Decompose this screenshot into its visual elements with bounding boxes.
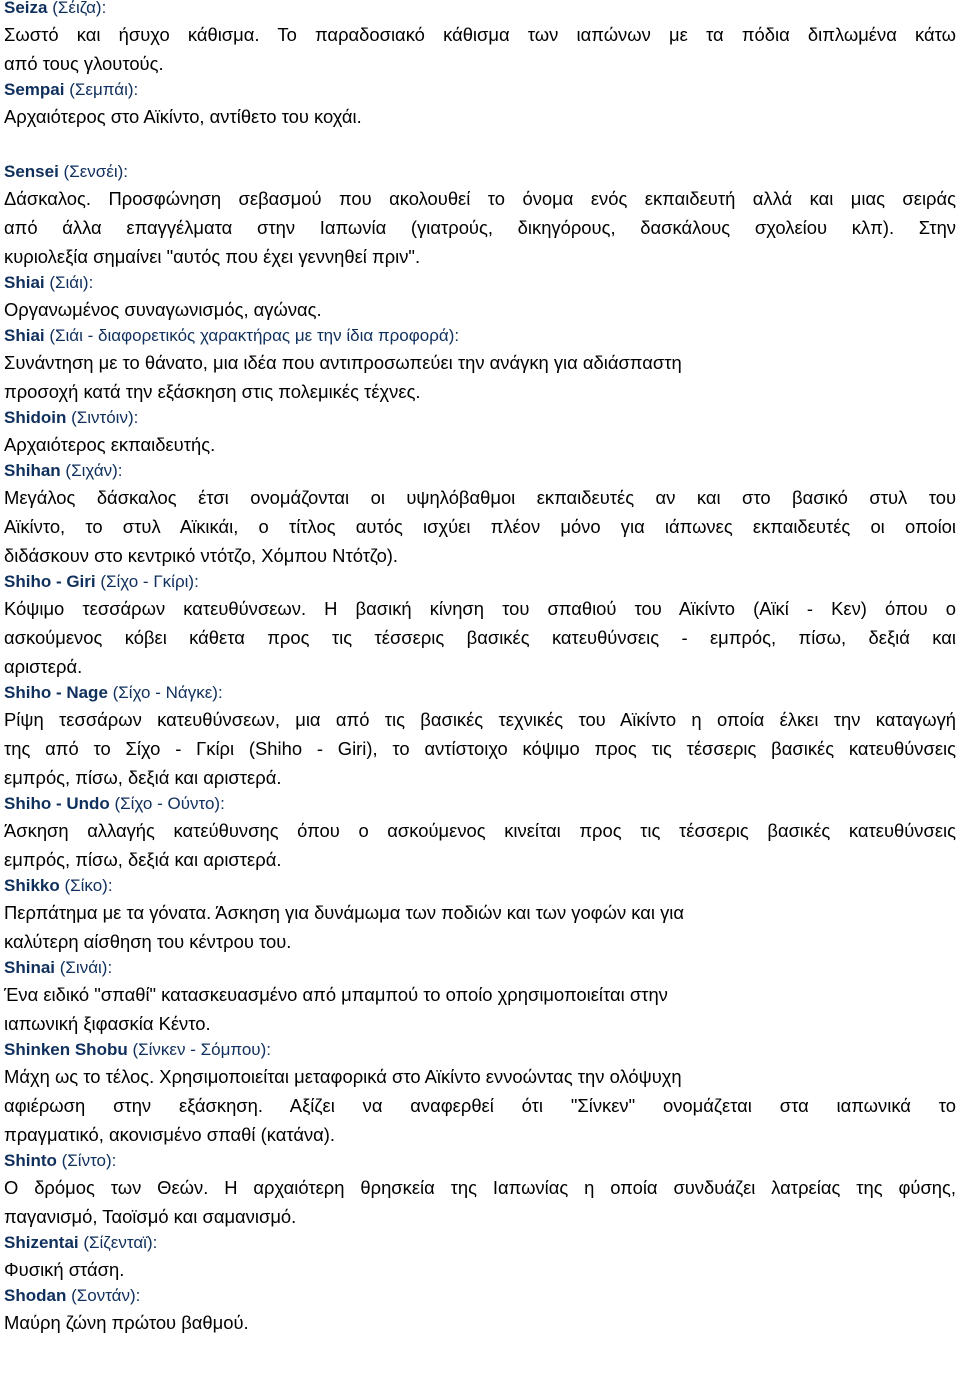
- term-greek: (Σίζενταϊ):: [83, 1233, 158, 1252]
- term-heading: [4, 271, 956, 295]
- definition: [4, 102, 956, 131]
- definition: [4, 20, 956, 78]
- definition-line: Σωστό και ήσυχο κάθισμα. Το παραδοσιακό κάθισμα των ιαπώνων με τα πόδια διπλωμένα κάτω: [4, 24, 956, 45]
- entry-seiza: [4, 0, 956, 78]
- term-greek: (Σέιζα):: [52, 0, 107, 17]
- term-heading: [4, 160, 956, 184]
- definition-line: Αρχαιότερος εκπαιδευτής.: [4, 434, 216, 455]
- definition: [4, 980, 956, 1038]
- term-heading: [4, 0, 956, 20]
- definition: [4, 430, 956, 459]
- definition: [4, 1173, 956, 1231]
- term-heading: [4, 1284, 956, 1308]
- definition-line: Κόψιμο τεσσάρων κατευθύνσεων. Η βασική κίνηση του σπαθιού του Αϊκίντο (Αϊκί - Κεν) όπου ο: [4, 598, 956, 619]
- term-greek: (Σίντο):: [61, 1151, 117, 1170]
- term-heading: [4, 406, 956, 430]
- entry-shinken-shobu: [4, 1038, 956, 1149]
- definition-line: Αϊκίντο, το στυλ Αϊκικάι, ο τίτλος αυτός ισχύει πλέον μόνο για ιάπωνες εκπαιδευτές οι οποίοι: [4, 516, 956, 537]
- entry-shiho-giri: [4, 570, 956, 681]
- term-greek: (Σιάι - διαφορετικός χαρακτήρας με την ίδια προφορά):: [49, 326, 460, 345]
- term-heading: [4, 792, 956, 816]
- definition-line: παγανισμό, Ταοϊσμό και σαμανισμό.: [4, 1206, 297, 1227]
- term-greek: (Σίχο - Γκίρι):: [100, 572, 199, 591]
- definition: [4, 594, 956, 681]
- definition-line: Συνάντηση με το θάνατο, μια ιδέα που αντιπροσωπεύει την ανάγκη για αδιάσπαστη: [4, 352, 682, 373]
- definition-line: Φυσική στάση.: [4, 1259, 125, 1280]
- blank-line: [4, 131, 956, 160]
- entry-shiai-2: [4, 324, 956, 406]
- definition-line: Ένα ειδικό "σπαθί" κατασκευασμένο από μπαμπού το οποίο χρησιμοποιείται στην: [4, 984, 668, 1005]
- definition: [4, 483, 956, 570]
- term-romaji: Shiho - Undo: [4, 794, 110, 813]
- definition: [4, 348, 956, 406]
- entry-shinto: [4, 1149, 956, 1231]
- definition-line: κυριολεξία σημαίνει "αυτός που έχει γεννηθεί πριν".: [4, 246, 421, 267]
- definition-line: ασκούμενος κόβει κάθετα προς τις τέσσερις βασικές κατευθύνσεις - εμπρός, πίσω, δεξιά και: [4, 627, 956, 648]
- term-heading: [4, 570, 956, 594]
- entry-shodan: [4, 1284, 956, 1337]
- entry-sensei: [4, 160, 956, 271]
- definition-line: Δάσκαλος. Προσφώνηση σεβασμού που ακολουθεί το όνομα ενός εκπαιδευτή αλλά και μιας σειράς: [4, 188, 956, 209]
- entry-shinai: [4, 956, 956, 1038]
- definition: [4, 816, 956, 874]
- definition-line: Μεγάλος δάσκαλος έτσι ονομάζονται οι υψηλόβαθμοι εκπαιδευτές αν και στο βασικό στυλ του: [4, 487, 956, 508]
- term-greek: (Σεμπάι):: [69, 80, 139, 99]
- term-romaji: Shiai: [4, 326, 45, 345]
- term-greek: (Σινάι):: [59, 958, 113, 977]
- definition-line: από άλλα επαγγέλματα στην Ιαπωνία (γιατρούς, δικηγόρους, δασκάλους σχολείου κλπ). Στην: [4, 217, 956, 238]
- term-romaji: Shiho - Giri: [4, 572, 96, 591]
- definition-line: εμπρός, πίσω, δεξιά και αριστερά.: [4, 849, 282, 870]
- definition: [4, 1062, 956, 1149]
- definition: [4, 898, 956, 956]
- entry-shikko: [4, 874, 956, 956]
- term-greek: (Σιντόιν):: [71, 408, 139, 427]
- term-greek: (Σίνκεν - Σόμπου):: [132, 1040, 271, 1059]
- term-romaji: Shinto: [4, 1151, 57, 1170]
- term-greek: (Σίχο - Νάγκε):: [112, 683, 223, 702]
- term-greek: (Σιχάν):: [65, 461, 123, 480]
- definition-line: προσοχή κατά την εξάσκηση στις πολεμικές τέχνες.: [4, 381, 421, 402]
- term-heading: [4, 1038, 956, 1062]
- entry-shiai: [4, 271, 956, 324]
- definition-line: Άσκηση αλλαγής κατεύθυνσης όπου ο ασκούμενος κινείται προς τις τέσσερις βασικές κατευθύνσεις: [4, 820, 956, 841]
- term-heading: [4, 324, 956, 348]
- definition-line: Μαύρη ζώνη πρώτου βαθμού.: [4, 1312, 249, 1333]
- definition: [4, 295, 956, 324]
- entry-sempai: [4, 78, 956, 131]
- term-romaji: Sempai: [4, 80, 65, 99]
- term-heading: [4, 956, 956, 980]
- term-heading: [4, 1231, 956, 1255]
- term-romaji: Shidoin: [4, 408, 67, 427]
- definition-line: Μάχη ως το τέλος. Χρησιμοποιείται μεταφορικά στο Αϊκίντο εννοώντας την ολόψυχη: [4, 1066, 682, 1087]
- definition-line: ιαπωνική ξιφασκία Κέντο.: [4, 1013, 211, 1034]
- term-romaji: Shikko: [4, 876, 60, 895]
- entry-shihan: [4, 459, 956, 570]
- term-greek: (Σιάι):: [49, 273, 94, 292]
- term-heading: [4, 78, 956, 102]
- entry-shidoin: [4, 406, 956, 459]
- definition: [4, 705, 956, 792]
- term-romaji: Shiho - Nage: [4, 683, 108, 702]
- term-romaji: Sensei: [4, 162, 59, 181]
- entry-shiho-undo: [4, 792, 956, 874]
- definition-line: καλύτερη αίσθηση του κέντρου του.: [4, 931, 292, 952]
- definition-line: Περπάτημα με τα γόνατα. Άσκηση για δυνάμωμα των ποδιών και των γοφών και για: [4, 902, 684, 923]
- definition-line: αφιέρωση στην εξάσκηση. Αξίζει να αναφερθεί ότι "Σίνκεν" ονομάζεται στα ιαπωνικά το: [4, 1095, 956, 1116]
- term-romaji: Shiai: [4, 273, 45, 292]
- definition-line: Οργανωμένος συναγωνισμός, αγώνας.: [4, 299, 322, 320]
- definition: [4, 1308, 956, 1337]
- definition-line: Ρίψη τεσσάρων κατευθύνσεων, μια από τις βασικές τεχνικές του Αϊκίντο η οποία έλκει την καταγωγή: [4, 709, 956, 730]
- term-heading: [4, 681, 956, 705]
- definition-line: αριστερά.: [4, 656, 83, 677]
- term-greek: (Σενσέι):: [63, 162, 129, 181]
- definition-line: Ο δρόμος των Θεών. Η αρχαιότερη θρησκεία της Ιαπωνίας η οποία συνδυάζει λατρείας της φύσης,: [4, 1177, 956, 1198]
- term-heading: [4, 1149, 956, 1173]
- definition-line: πραγματικό, ακονισμένο σπαθί (κατάνα).: [4, 1124, 336, 1145]
- term-greek: (Σίκο):: [64, 876, 113, 895]
- term-romaji: Shinai: [4, 958, 56, 977]
- term-romaji: Shodan: [4, 1286, 67, 1305]
- entry-shiho-nage: [4, 681, 956, 792]
- term-greek: (Σοντάν):: [71, 1286, 141, 1305]
- term-romaji: Shizentai: [4, 1233, 79, 1252]
- definition: [4, 1255, 956, 1284]
- term-romaji: Shihan: [4, 461, 61, 480]
- entry-shizentai: [4, 1231, 956, 1284]
- definition-line: της από το Σίχο - Γκίρι (Shiho - Giri), το αντίστοιχο κόψιμο προς τις τέσσερις βασικές κατευθύνσεις: [4, 738, 956, 759]
- term-greek: (Σίχο - Ούντο):: [114, 794, 225, 813]
- term-heading: [4, 874, 956, 898]
- definition-line: διδάσκουν στο κεντρικό ντότζο, Χόμπου Ντότζο).: [4, 545, 399, 566]
- term-romaji: Seiza: [4, 0, 48, 17]
- definition-line: Αρχαιότερος στο Αϊκίντο, αντίθετο του κοχάι.: [4, 106, 362, 127]
- definition-line: εμπρός, πίσω, δεξιά και αριστερά.: [4, 767, 282, 788]
- definition-line: από τους γλουτούς.: [4, 53, 164, 74]
- term-heading: [4, 459, 956, 483]
- definition: [4, 184, 956, 271]
- term-romaji: Shinken Shobu: [4, 1040, 128, 1059]
